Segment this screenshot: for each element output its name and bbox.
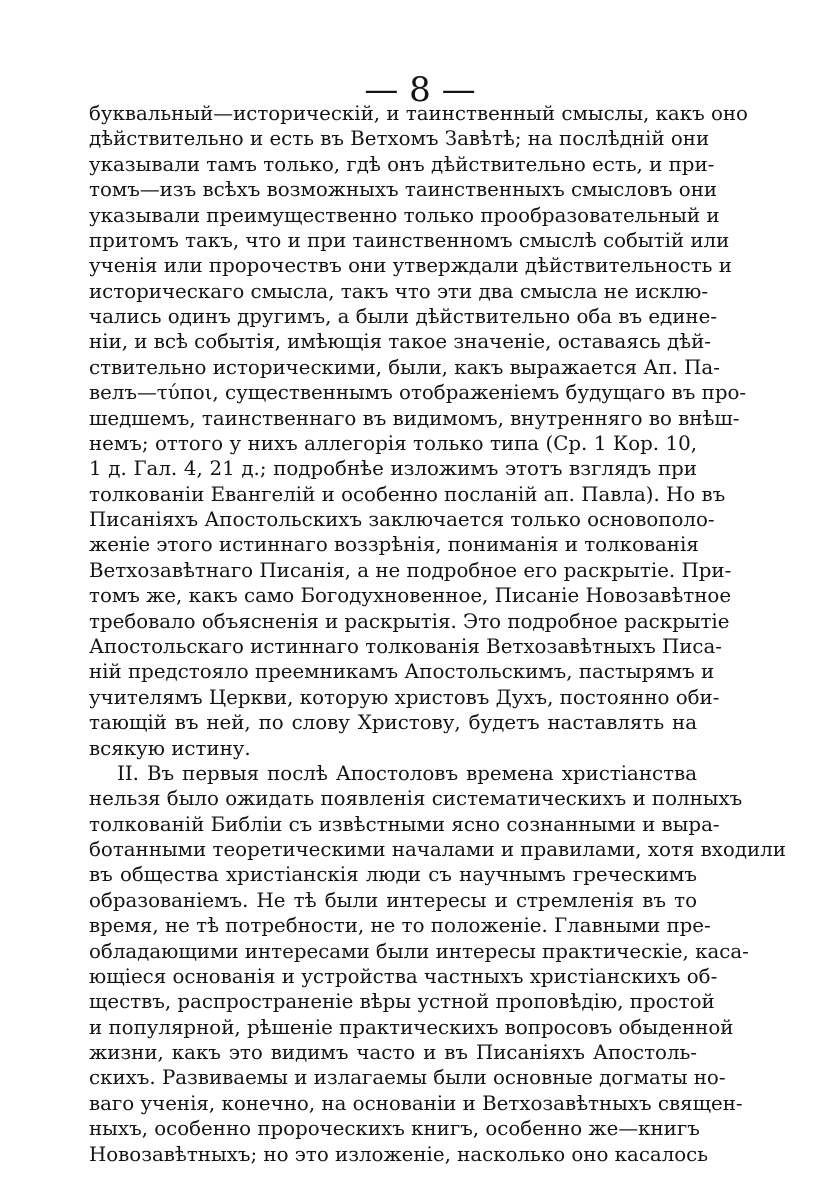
text-line: Ветхозавѣтнаго Писанія, а не подробное его раскрытіе. При- <box>89 559 732 582</box>
text-line: ваго ученія, конечно, на основаніи и Ветхозавѣтныхъ священ- <box>89 1092 743 1115</box>
page-number: — 8 — <box>364 70 476 110</box>
text-line: 1 д. Гал. 4, 21 д.; подробнѣе изложимъ этотъ взглядъ при <box>89 457 697 480</box>
text-line: чались одинъ другимъ, а были дѣйствительно оба въ едине- <box>89 305 717 328</box>
text-line: велъ—τύποι, существеннымъ отображеніемъ будущаго въ про- <box>89 381 747 404</box>
text-line: обладающими интересами были интересы практическіе, каса- <box>89 940 749 963</box>
text-line: ющіеся основанія и устройства частныхъ христіанскихъ об- <box>89 965 718 988</box>
text-line: ніи, и всѣ событія, имѣющія такое значеніе, оставаясь дѣй- <box>89 330 711 353</box>
text-line: немъ; оттого у нихъ аллегорія только типа (Ср. 1 Кор. 10, <box>89 432 697 455</box>
text-line: время, не тѣ потребности, не то положеніе. Главными пре- <box>89 914 711 937</box>
text-line: Апостольскаго истиннаго толкованія Ветхозавѣтныхъ Писа- <box>89 635 722 658</box>
text-line: ществъ, распространеніе вѣры устной проповѣдію, простой <box>89 990 715 1013</box>
text-line: ботанными теоретическими началами и правилами, хотя входили <box>89 838 786 861</box>
text-line: II. Въ первыя послѣ Апостоловъ времена христіанства <box>117 762 697 785</box>
text-line: указывали преимущественно только прообразовательный и <box>89 204 720 227</box>
text-line: жизни, какъ это видимъ часто и въ Писаніяхъ Апостоль- <box>89 1041 697 1064</box>
text-line: дѣйствительно и есть въ Ветхомъ Завѣтѣ; на послѣдній они <box>89 127 710 150</box>
text-line: притомъ такъ, что и при таинственномъ смыслѣ событій или <box>89 229 730 252</box>
text-line: томъ же, какъ само Богодухновенное, Писаніе Новозавѣтное <box>89 584 732 607</box>
text-line: въ общества христіанскія люди съ научнымъ греческимъ <box>89 863 697 886</box>
text-line: нельзя было ожидать появленія систематическихъ и полныхъ <box>89 787 743 810</box>
text-line: томъ—изъ всѣхъ возможныхъ таинственныхъ смысловъ они <box>89 178 718 201</box>
text-line: и популярной, рѣшеніе практическихъ вопросовъ обыденной <box>89 1016 734 1039</box>
text-line: ствительно историческими, были, какъ выражается Ап. Па- <box>89 356 720 379</box>
text-line: указывали тамъ только, гдѣ онъ дѣйствительно есть, и при- <box>89 153 715 176</box>
text-line: ученія или пророчествъ они утверждали дѣйствительность и <box>89 254 732 277</box>
text-line: буквальный—историческій, и таинственный смыслы, какъ оно <box>89 102 748 125</box>
text-line: тающій въ ней, по слову Христову, будетъ наставлять на <box>89 711 697 734</box>
text-line: женіе этого истиннаго воззрѣнія, пониманія и толкованія <box>89 533 699 556</box>
text-line: Новозавѣтныхъ; но это изложеніе, насколько оно касалось <box>89 1143 709 1166</box>
text-line: ній предстояло преемникамъ Апостольскимъ, пастырямъ и <box>89 660 715 683</box>
text-line: скихъ. Развиваемы и излагаемы были основные догматы но- <box>89 1066 726 1089</box>
text-line: всякую истину. <box>89 737 251 760</box>
text-line: ныхъ, особенно пророческихъ книгъ, особенно же—книгъ <box>89 1117 700 1140</box>
text-line: образованіемъ. Не тѣ были интересы и стремленія въ то <box>89 889 697 912</box>
text-line: учителямъ Церкви, которую христовъ Духъ, постоянно оби- <box>89 686 720 709</box>
text-line: толкованій Библіи съ извѣстными ясно сознанными и выра- <box>89 813 720 836</box>
text-line: Писаніяхъ Апостольскихъ заключается только основополо- <box>89 508 715 531</box>
text-line: шедшемъ, таинственнаго въ видимомъ, внутренняго во внѣш- <box>89 407 740 430</box>
text-line: требовало объясненія и раскрытія. Это подробное раскрытіе <box>89 610 730 633</box>
text-line: толкованіи Евангелій и особенно посланій ап. Павла). Но въ <box>89 483 726 506</box>
text-line: историческаго смысла, такъ что эти два смысла не исклю- <box>89 280 709 303</box>
